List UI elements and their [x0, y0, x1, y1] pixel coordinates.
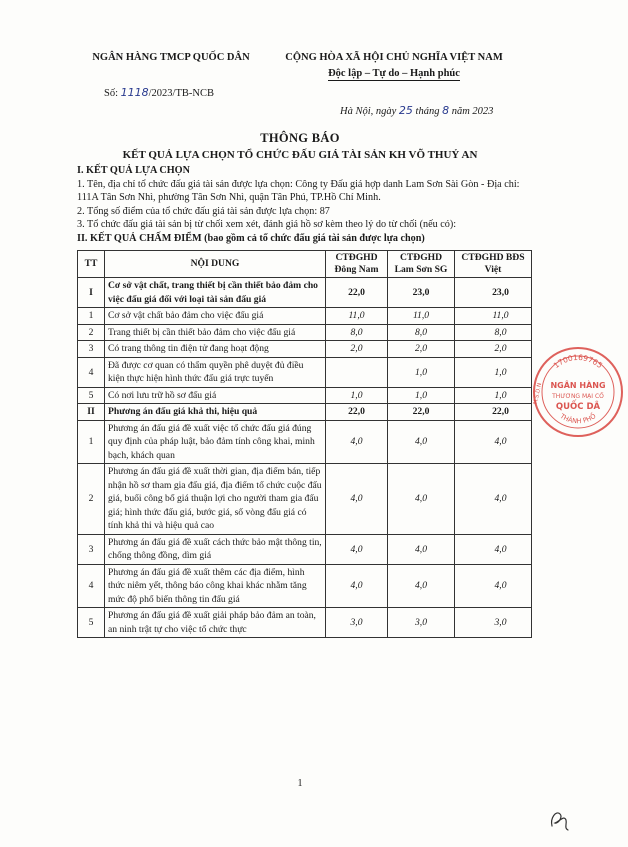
score-bds-viet: 4,0 [455, 534, 532, 564]
stamp-code: 1700169765 [551, 352, 605, 371]
section1-heading: I. KẾT QUẢ LỰA CHỌN [77, 165, 190, 176]
header-lam-son: CTĐGHD Lam Sơn SG [388, 251, 455, 278]
row-content: Có nơi lưu trữ hồ sơ đấu giá [105, 387, 326, 404]
row-number: 1 [78, 420, 105, 464]
handwritten-month: 8 [442, 104, 450, 117]
score-dong-nam: 1,0 [326, 387, 388, 404]
score-lam-son: 3,0 [388, 608, 455, 638]
table-row [78, 324, 532, 341]
table-row [78, 308, 532, 325]
table-row [78, 608, 532, 638]
handwritten-initials [548, 806, 572, 834]
row-content: Phương án đấu giá đề xuất thời gian, địa điểm bán, tiếp nhận hồ sơ tham gia đấu giá, địa điểm tổ chức cuộc đấu giá, buổi công bố giá thuận lợi cho người tham gia đấu giá; hình thức đấu giá, bước giá, số vòng đấu giá có tính khả thi và hiệu quả cao [105, 464, 326, 535]
score-bds-viet: 1,0 [455, 357, 532, 387]
table-header-row [78, 251, 532, 278]
score-lam-son: 1,0 [388, 357, 455, 387]
section1-item2: 2. Tổng số điểm của tổ chức đấu giá tài sản được lựa chọn: 87 [77, 205, 330, 217]
score-bds-viet: 11,0 [455, 308, 532, 325]
score-lam-son: 8,0 [388, 324, 455, 341]
table-row [78, 278, 532, 308]
score-lam-son: 23,0 [388, 278, 455, 308]
header-bds-viet: CTĐGHD BĐS Việt [455, 251, 532, 278]
row-content: Trang thiết bị cần thiết bảo đảm cho việc đấu giá [105, 324, 326, 341]
section1-item1: 1. Tên, địa chỉ tổ chức đấu giá tài sản được lựa chọn: Công ty Đấu giá hợp danh Lam Sơn Sài Gòn - Địa chỉ: 111A Tân Sơn Nhì, phường Tân Sơn Nhì, quận Tân Phú, TP.Hồ Chí Minh. [77, 178, 520, 203]
table-row [78, 564, 532, 608]
score-bds-viet: 22,0 [455, 404, 532, 421]
row-content: Cơ sở vật chất bảo đảm cho việc đấu giá [105, 308, 326, 325]
score-lam-son: 4,0 [388, 420, 455, 464]
score-bds-viet: 1,0 [455, 387, 532, 404]
table-row [78, 357, 532, 387]
document-date: Hà Nội, ngày 25 tháng 8 năm 2023 [340, 104, 494, 117]
row-number: 3 [78, 341, 105, 358]
score-dong-nam: 3,0 [326, 608, 388, 638]
document-title: THÔNG BÁO [260, 131, 340, 145]
stamp-city: THÀNH PHỐ [558, 412, 598, 426]
score-bds-viet: 4,0 [455, 464, 532, 535]
stamp-line3: QUỐC DÂ [555, 402, 601, 412]
row-content: Phương án đấu giá đề xuất giải pháp bảo đảm an toàn, an ninh trật tự cho việc tổ chức thực [105, 608, 326, 638]
stamp-prefix: M.S.D.N [532, 382, 544, 406]
row-content: Phương án đấu giá khả thi, hiệu quả [105, 404, 326, 421]
handwritten-number: 1118 [120, 86, 149, 99]
row-number: 2 [78, 464, 105, 535]
score-bds-viet: 4,0 [455, 420, 532, 464]
score-bds-viet: 8,0 [455, 324, 532, 341]
score-lam-son: 22,0 [388, 404, 455, 421]
national-motto: Độc lập – Tự do – Hạnh phúc [328, 68, 460, 79]
row-content: Có trang thông tin điện tử đang hoạt động [105, 341, 326, 358]
score-bds-viet: 23,0 [455, 278, 532, 308]
document-body [77, 164, 532, 245]
svg-text:THÀNH PHỐ [558, 410, 598, 425]
table-row [78, 464, 532, 535]
header-content: NỘI DUNG [105, 251, 326, 278]
score-dong-nam: 4,0 [326, 464, 388, 535]
score-lam-son: 11,0 [388, 308, 455, 325]
row-content: Phương án đấu giá đề xuất thêm các địa điểm, hình thức niêm yết, thông báo công khai khác nhằm tăng mức độ phổ biến thông tin đấu giá [105, 564, 326, 608]
score-dong-nam: 22,0 [326, 404, 388, 421]
score-dong-nam: 11,0 [326, 308, 388, 325]
handwritten-day: 25 [398, 104, 413, 117]
row-number: II [78, 404, 105, 421]
row-number: 2 [78, 324, 105, 341]
score-dong-nam: 22,0 [326, 278, 388, 308]
stamp-line2: THƯƠNG MẠI CỔ [552, 393, 604, 400]
score-dong-nam: 4,0 [326, 420, 388, 464]
score-bds-viet: 3,0 [455, 608, 532, 638]
score-dong-nam [326, 357, 388, 387]
page-number: 1 [297, 778, 303, 789]
document-number: Số: 1118/2023/TB-NCB [104, 86, 214, 99]
row-number: I [78, 278, 105, 308]
score-lam-son: 4,0 [388, 564, 455, 608]
header-tt: TT [78, 251, 105, 278]
score-dong-nam: 8,0 [326, 324, 388, 341]
row-number: 5 [78, 608, 105, 638]
nation-title: CỘNG HÒA XÃ HỘI CHỦ NGHĨA VIỆT NAM [285, 52, 503, 63]
stamp-line1: NGÂN HÀNG [550, 381, 606, 390]
document-subtitle: KẾT QUẢ LỰA CHỌN TỔ CHỨC ĐẤU GIÁ TÀI SẢN KH VÕ THUỶ AN [122, 149, 478, 161]
row-content: Đã được cơ quan có thẩm quyền phê duyệt đủ điều kiện thực hiện hình thức đấu giá trực tuyến [105, 357, 326, 387]
row-content: Phương án đấu giá đề xuất việc tổ chức đấu giá đúng quy định của pháp luật, bảo đảm tính công khai, minh bạch, khách quan [105, 420, 326, 464]
score-lam-son: 2,0 [388, 341, 455, 358]
header-dong-nam: CTĐGHD Đông Nam [326, 251, 388, 278]
red-seal-stamp [528, 342, 628, 442]
row-content: Phương án đấu giá đề xuất cách thức bảo mật thông tin, chống thông đồng, dìm giá [105, 534, 326, 564]
score-lam-son: 4,0 [388, 464, 455, 535]
score-bds-viet: 4,0 [455, 564, 532, 608]
row-number: 4 [78, 564, 105, 608]
section1-item3: 3. Tổ chức đấu giá tài sản bị từ chối xem xét, đánh giá hồ sơ kèm theo lý do từ chối (nếu có): [77, 219, 457, 230]
national-header [274, 52, 514, 81]
row-number: 3 [78, 534, 105, 564]
row-number: 5 [78, 387, 105, 404]
table-row [78, 534, 532, 564]
row-content: Cơ sở vật chất, trang thiết bị cần thiết bảo đảm cho việc đấu giá đối với loại tài sản đấu giá [105, 278, 326, 308]
score-lam-son: 1,0 [388, 387, 455, 404]
section2-heading: II. KẾT QUẢ CHẤM ĐIỂM (bao gồm cả tổ chức đấu giá tài sản được lựa chọn) [77, 232, 425, 244]
table-row [78, 387, 532, 404]
score-dong-nam: 2,0 [326, 341, 388, 358]
table-row [78, 341, 532, 358]
score-dong-nam: 4,0 [326, 564, 388, 608]
score-lam-son: 4,0 [388, 534, 455, 564]
row-number: 4 [78, 357, 105, 387]
table-row [78, 404, 532, 421]
score-table [77, 250, 532, 638]
score-dong-nam: 4,0 [326, 534, 388, 564]
row-number: 1 [78, 308, 105, 325]
bank-name: NGÂN HÀNG TMCP QUỐC DÂN [92, 52, 250, 63]
table-row [78, 420, 532, 464]
score-bds-viet: 2,0 [455, 341, 532, 358]
